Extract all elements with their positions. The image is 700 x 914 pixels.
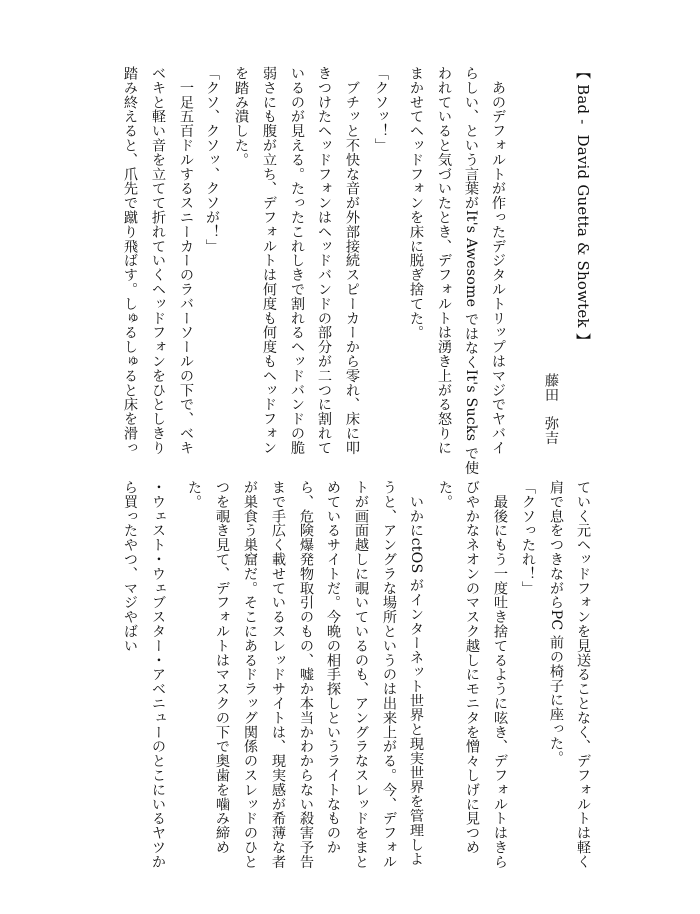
text-line: 肩で息をつきながらPC 前の椅子に座った。 [548,480,564,765]
text-line: た。 [186,480,202,509]
text-line: 最後にもう一度吐き捨てるように呟き、デフォルトはきら [492,480,508,869]
text-line: めているサイトだ。今晩の相手探しというライトなものか [325,480,341,855]
text-line: らしい、という言葉がIt's Awesome ではなくIt's Sucks で使 [463,66,479,475]
text-line: うと、アングラな場所というのは出来上がる。今、デフォル [381,480,397,869]
text-line: いかにctOS がインターネット世界と現実世界を管理しよ [408,480,424,867]
document-title: 【 Bad - David Guetta & Showtek 】 [574,64,592,348]
text-line: 「クソッ！」 [373,66,389,153]
text-line: 弱さにも腹が立ち、デフォルトは何度も何度もヘッドフォン [261,66,277,455]
text-line: つを覗き見て、デフォルトはマスクの下で奥歯を噛み締め [214,480,230,855]
text-line: を踏み潰した。 [233,66,249,167]
text-line: が巣食う巣窟だ。そこにあるドラッグ関係のスレッドのひと [242,480,258,869]
text-line: まで手広く載せているスレッドサイトは、現実感が希薄な者 [270,480,286,869]
text-line: ら、危険爆発物取引のもの、嘘か本当かわからない殺害予告 [298,480,314,869]
text-line: ベキと軽い音を立てて折れていくヘッドフォンをひとしきり [150,66,166,455]
text-line: ら買ったやつ、マジやばい [122,480,138,653]
text-line: 「クソ、クソッ、クソが！」 [204,66,220,254]
text-line: 「クソったれ！」 [520,480,536,596]
text-line: ブチッと不快な音が外部接続スピーカーから零れ、床に叩 [344,66,360,455]
text-line: 踏み終えると、爪先で蹴り飛ばす。しゅるしゅると床を滑っ [122,66,138,455]
text-line: まかせてヘッドフォンを床に脱ぎ捨てた。 [408,66,424,340]
text-line: 一足五百ドルするスニーカーのラバーソールの下で、ベキ [178,66,194,455]
author-name: 藤田 弥吉 [543,373,559,445]
text-line: トが画面越しに覗いているのも、アングラなスレッドをまと [353,480,369,869]
text-line: きつけたヘッドフォンはヘッドバンドの部分が二つに割れて [316,66,332,455]
text-line: びやかなネオンのマスク越しにモニタを憎々しげに見つめ [464,480,480,855]
text-line: あのデフォルトが作ったデジタルトリップはマジでヤバイ [490,66,506,455]
text-line: た。 [437,480,453,509]
text-line: ていく元ヘッドフォンを見送ることなく、デフォルトは軽く [575,480,591,869]
text-line: ・ウェスト・ウェブスター・アベニューのとこにいるヤツか [150,480,166,869]
text-line: いるのが見える。たったこれしきで割れるヘッドバンドの脆 [289,66,305,455]
text-line: われていると気づいたとき、デフォルトは湧き上がる怒りに [436,66,452,455]
